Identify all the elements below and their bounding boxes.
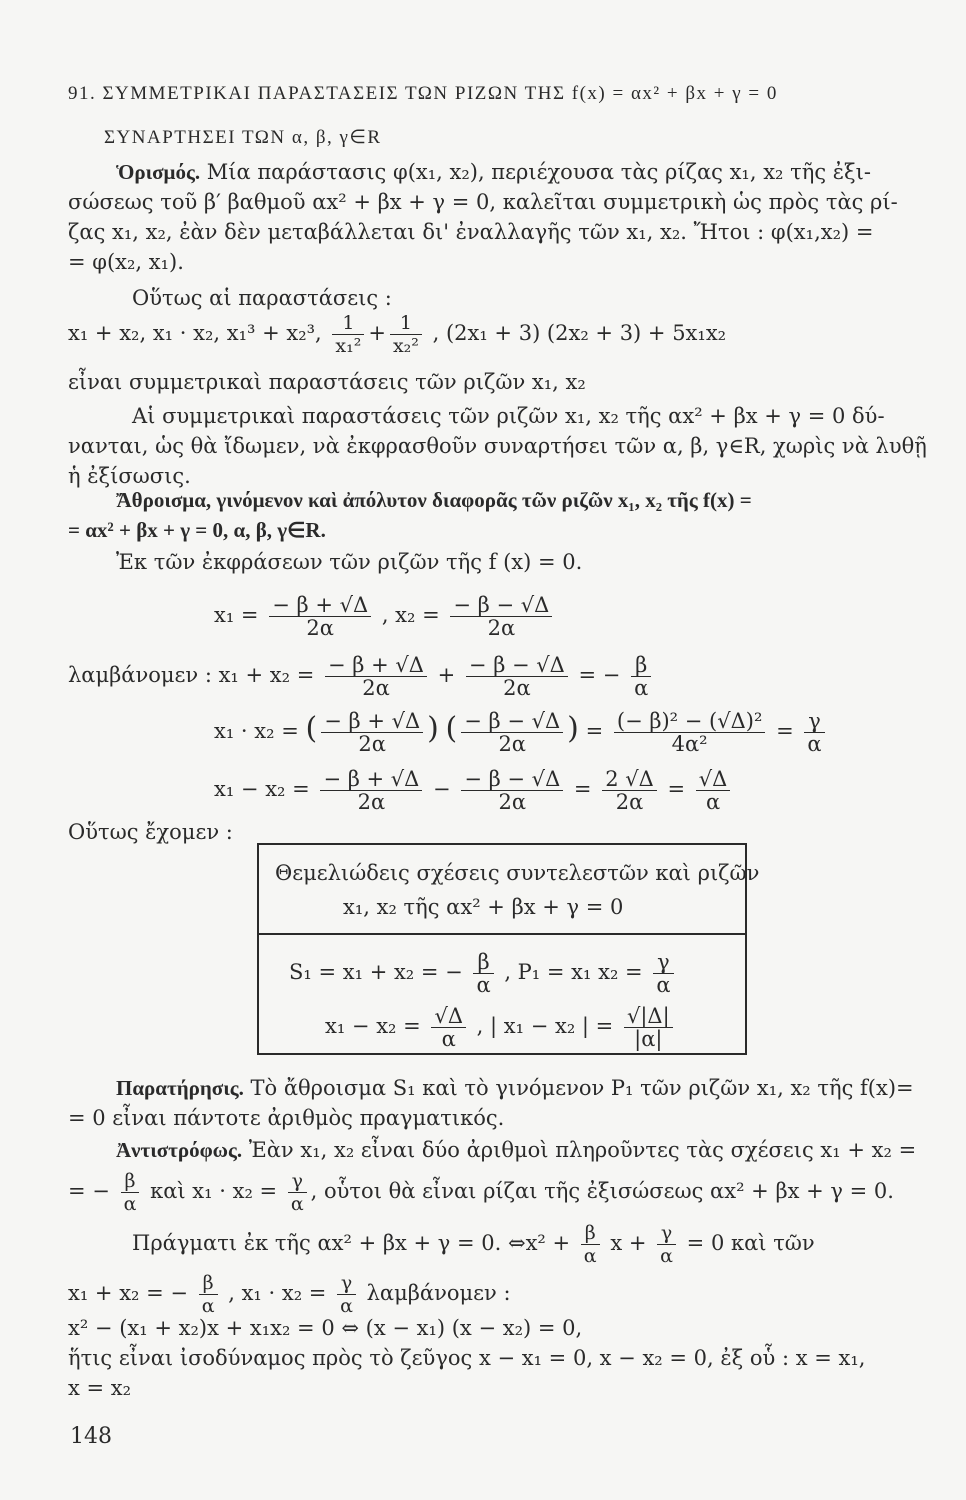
fraction: $\frac{1}{\text{x₁²}}$ [332,312,364,357]
fraction: $\frac{- \beta - √\Delta}{2\alpha}$ [450,594,552,639]
definition-text-10: ἡ ἐξίσωσις. [68,464,191,488]
fraction: $\frac{\gamma}{\alpha}$ [657,1222,676,1267]
converse-text-2: = − $\frac{\beta}{\alpha}$ καὶ x₁ · x₂ = $\frac{\gamma}{\alpha}$ , οὗτοι θὰ εἶναι ρίζαι τῆς ἐξισώσεως αx² + βx + γ = 0. [68,1170,894,1215]
converse-text-7: x = x₂ [68,1376,132,1400]
fraction: $\frac{- \beta + √\Delta}{2\alpha}$ [269,594,371,639]
fraction: $\frac{\gamma}{\alpha}$ [653,951,673,996]
fraction: $\frac{- \beta - √\Delta}{2\alpha}$ [466,654,568,699]
fraction: $\frac{\gamma}{\alpha}$ [337,1272,356,1317]
definition-text-8: Αἱ συμμετρικαὶ παραστάσεις τῶν ριζῶν x₁, x₂ τῆς αx² + βx + γ = 0 δύ- [132,404,885,428]
remark-text-2: = 0 εἶναι πάντοτε ἀριθμὸς πραγματικός. [68,1106,505,1130]
fraction: $\frac{- \beta - √\Delta}{2\alpha}$ [461,710,563,755]
sum-intro: Ἐκ τῶν ἐκφράσεων τῶν ριζῶν τῆς f (x) = 0. [116,550,583,574]
fraction: $\frac{\text{(− β)² − (√Δ)²}}{\text{4α²}}$ [614,710,766,755]
difference-formula: x₁ − x₂ = $\frac{- \beta + √\Delta}{2\alpha}$ − $\frac{- \beta - √\Delta}{2\alpha}$ = $\frac{2 √\Delta}{2\alpha}$ = $\frac{√\Delta}{\alpha}$ [214,768,734,813]
box-title-2: x₁, x₂ τῆς αx² + βx + γ = 0 [343,895,624,919]
box-divider [259,933,745,935]
plus-sign: + [368,321,386,345]
fundamental-relations-box [257,843,760,1055]
definition-text-2: σώσεως τοῦ β′ βαθμοῦ αx² + βx + γ = 0, καλεῖται συμμετρικὴ ὡς πρὸς τὰς ρί- [68,190,898,214]
page-number: 148 [70,1424,112,1449]
converse-paragraph: Ἀντιστρόφως. Ἐὰν x₁, x₂ εἶναι δύο ἀριθμοὶ πληροῦντες τὰς σχέσεις x₁ + x₂ = [116,1138,917,1162]
examples-expression [68,312,726,357]
definition-text-7: εἶναι συμμετρικαὶ παραστάσεις τῶν ριζῶν x₁, x₂ [68,370,586,394]
sum-formula: λαμβάνομεν : x₁ + x₂ = $\frac{- \beta + √\Delta}{2\alpha}$ + $\frac{- \beta - √\Delta}{2\alpha}$ = − $\frac{\beta}{\alpha}$ [68,654,655,699]
expr-part: x₁ + x₂, x₁ · x₂, x₁³ + x₂³, [68,321,322,345]
fraction: $\frac{\beta}{\alpha}$ [473,951,493,996]
definition-text-1: Μία παράστασις φ(x₁, x₂), περιέχουσα τὰς ρίζας x₁, x₂ τῆς ἐξι- [200,160,871,184]
fraction: $\frac{\beta}{\alpha}$ [199,1272,218,1317]
examples-intro: Οὕτως αἱ παραστάσεις : [132,286,392,310]
summary-intro: Οὕτως ἔχομεν : [68,820,233,844]
fraction: $\frac{- \beta + √\Delta}{2\alpha}$ [320,768,422,813]
section-heading-line-2: ΣΥΝΑΡΤΗΣΕΙ ΤΩΝ α, β, γ∈R [104,127,382,148]
sum-heading-1: Ἄθροισμα, γινόμενον καὶ ἀπόλυτον διαφορᾶς τῶν ριζῶν x₁, x₂ τῆς f(x) = [116,488,752,512]
remark-label: Παρατήρησις. [116,1076,244,1100]
fraction: $\frac{\beta}{\alpha}$ [631,654,651,699]
definition-paragraph [116,158,871,186]
fraction: $\frac{- \beta - √\Delta}{2\alpha}$ [461,768,563,813]
converse-text-6: ἥτις εἶναι ἰσοδύναμος πρὸς τὸ ζεῦγος x − x₁ = 0, x − x₂ = 0, ἐξ οὗ : x = x₁, [68,1346,866,1370]
fraction: $\frac{1}{\text{x₂²}}$ [390,312,422,357]
converse-label: Ἀντιστρόφως. [116,1138,243,1162]
fraction: $\frac{\gamma}{\alpha}$ [288,1170,307,1215]
section-heading-line-1: 91. ΣΥΜΜΕΤΡΙΚΑΙ ΠΑΡΑΣΤΑΣΕΙΣ ΤΩΝ ΡΙΖΩΝ ΤΗΣ f(x) = αx² + βx + γ = 0 [68,83,778,104]
box-title-1: Θεμελιώδεις σχέσεις συντελεστῶν καὶ ριζῶν [275,861,760,885]
sum-heading-2: = αx² + βx + γ = 0, α, β, γ∈R. [68,518,326,542]
fraction: $\frac{2 √\Delta}{2\alpha}$ [602,768,657,813]
fraction: $\frac{√\Delta}{\alpha}$ [431,1005,466,1050]
converse-text-5: x² − (x₁ + x₂)x + x₁x₂ = 0 ⇔ (x − x₁) (x − x₂) = 0, [68,1316,583,1340]
box-difference: x₁ − x₂ = $\frac{√\Delta}{\alpha}$ , | x₁ − x₂ | = $\frac{√|\Delta|}{|\alpha|}$ [325,1005,677,1050]
product-formula: x₁ · x₂ = ( $\frac{- \beta + √\Delta}{2\alpha}$ ) ( $\frac{- \beta - √\Delta}{2\alpha}$ ) = $\frac{\text{(− β)² − (√Δ)²}}{\text{4α²}}$ = $\frac{\gamma}{\alpha}$ [214,710,829,755]
definition-text-3: ζας x₁, x₂, ἐὰν δὲν μεταβάλλεται δι' ἐναλλαγῆς τῶν x₁, x₂. Ἤτοι : φ(x₁,x₂) = [68,220,874,244]
definition-text-4: = φ(x₂, x₁). [68,250,184,274]
fraction: $\frac{√\Delta}{\alpha}$ [696,768,731,813]
definition-label: Ὁρισμός. [116,160,201,184]
definition-text-9: νανται, ὡς θὰ ἴδωμεν, νὰ ἐκφρασθοῦν συναρτήσει τῶν α, β, γ∈R, χωρὶς νὰ λυθῇ [68,434,927,458]
fraction: $\frac{\beta}{\alpha}$ [121,1170,140,1215]
converse-text-4: x₁ + x₂ = − $\frac{\beta}{\alpha}$ , x₁ · x₂ = $\frac{\gamma}{\alpha}$ λαμβάνομεν : [68,1272,511,1317]
fraction: $\frac{\gamma}{\alpha}$ [804,710,824,755]
fraction: $\frac{- \beta + √\Delta}{2\alpha}$ [325,654,427,699]
converse-text-3: Πράγματι ἐκ τῆς αx² + βx + γ = 0. ⇔x² + $\frac{\beta}{\alpha}$ x + $\frac{\gamma}{\alpha}$ = 0 καὶ τῶν [132,1222,815,1267]
remark-paragraph: Παρατήρησις. Τὸ ἄθροισμα S₁ καὶ τὸ γινόμενον P₁ τῶν ριζῶν x₁, x₂ τῆς f(x)= [116,1076,914,1100]
expr-part: , (2x₁ + 3) (2x₂ + 3) + 5x₁x₂ [432,321,727,345]
roots-formula: x₁ = $\frac{- \beta + √\Delta}{2\alpha}$ , x₂ = $\frac{- \beta - √\Delta}{2\alpha}$ [214,594,556,639]
box-sum-product: S₁ = x₁ + x₂ = − $\frac{\beta}{\alpha}$ , P₁ = x₁ x₂ = $\frac{\gamma}{\alpha}$ [289,951,678,996]
fraction: $\frac{\beta}{\alpha}$ [581,1222,600,1267]
fraction: $\frac{- \beta + √\Delta}{2\alpha}$ [321,710,423,755]
fraction: $\frac{√|\Delta|}{|\alpha|}$ [624,1005,673,1050]
